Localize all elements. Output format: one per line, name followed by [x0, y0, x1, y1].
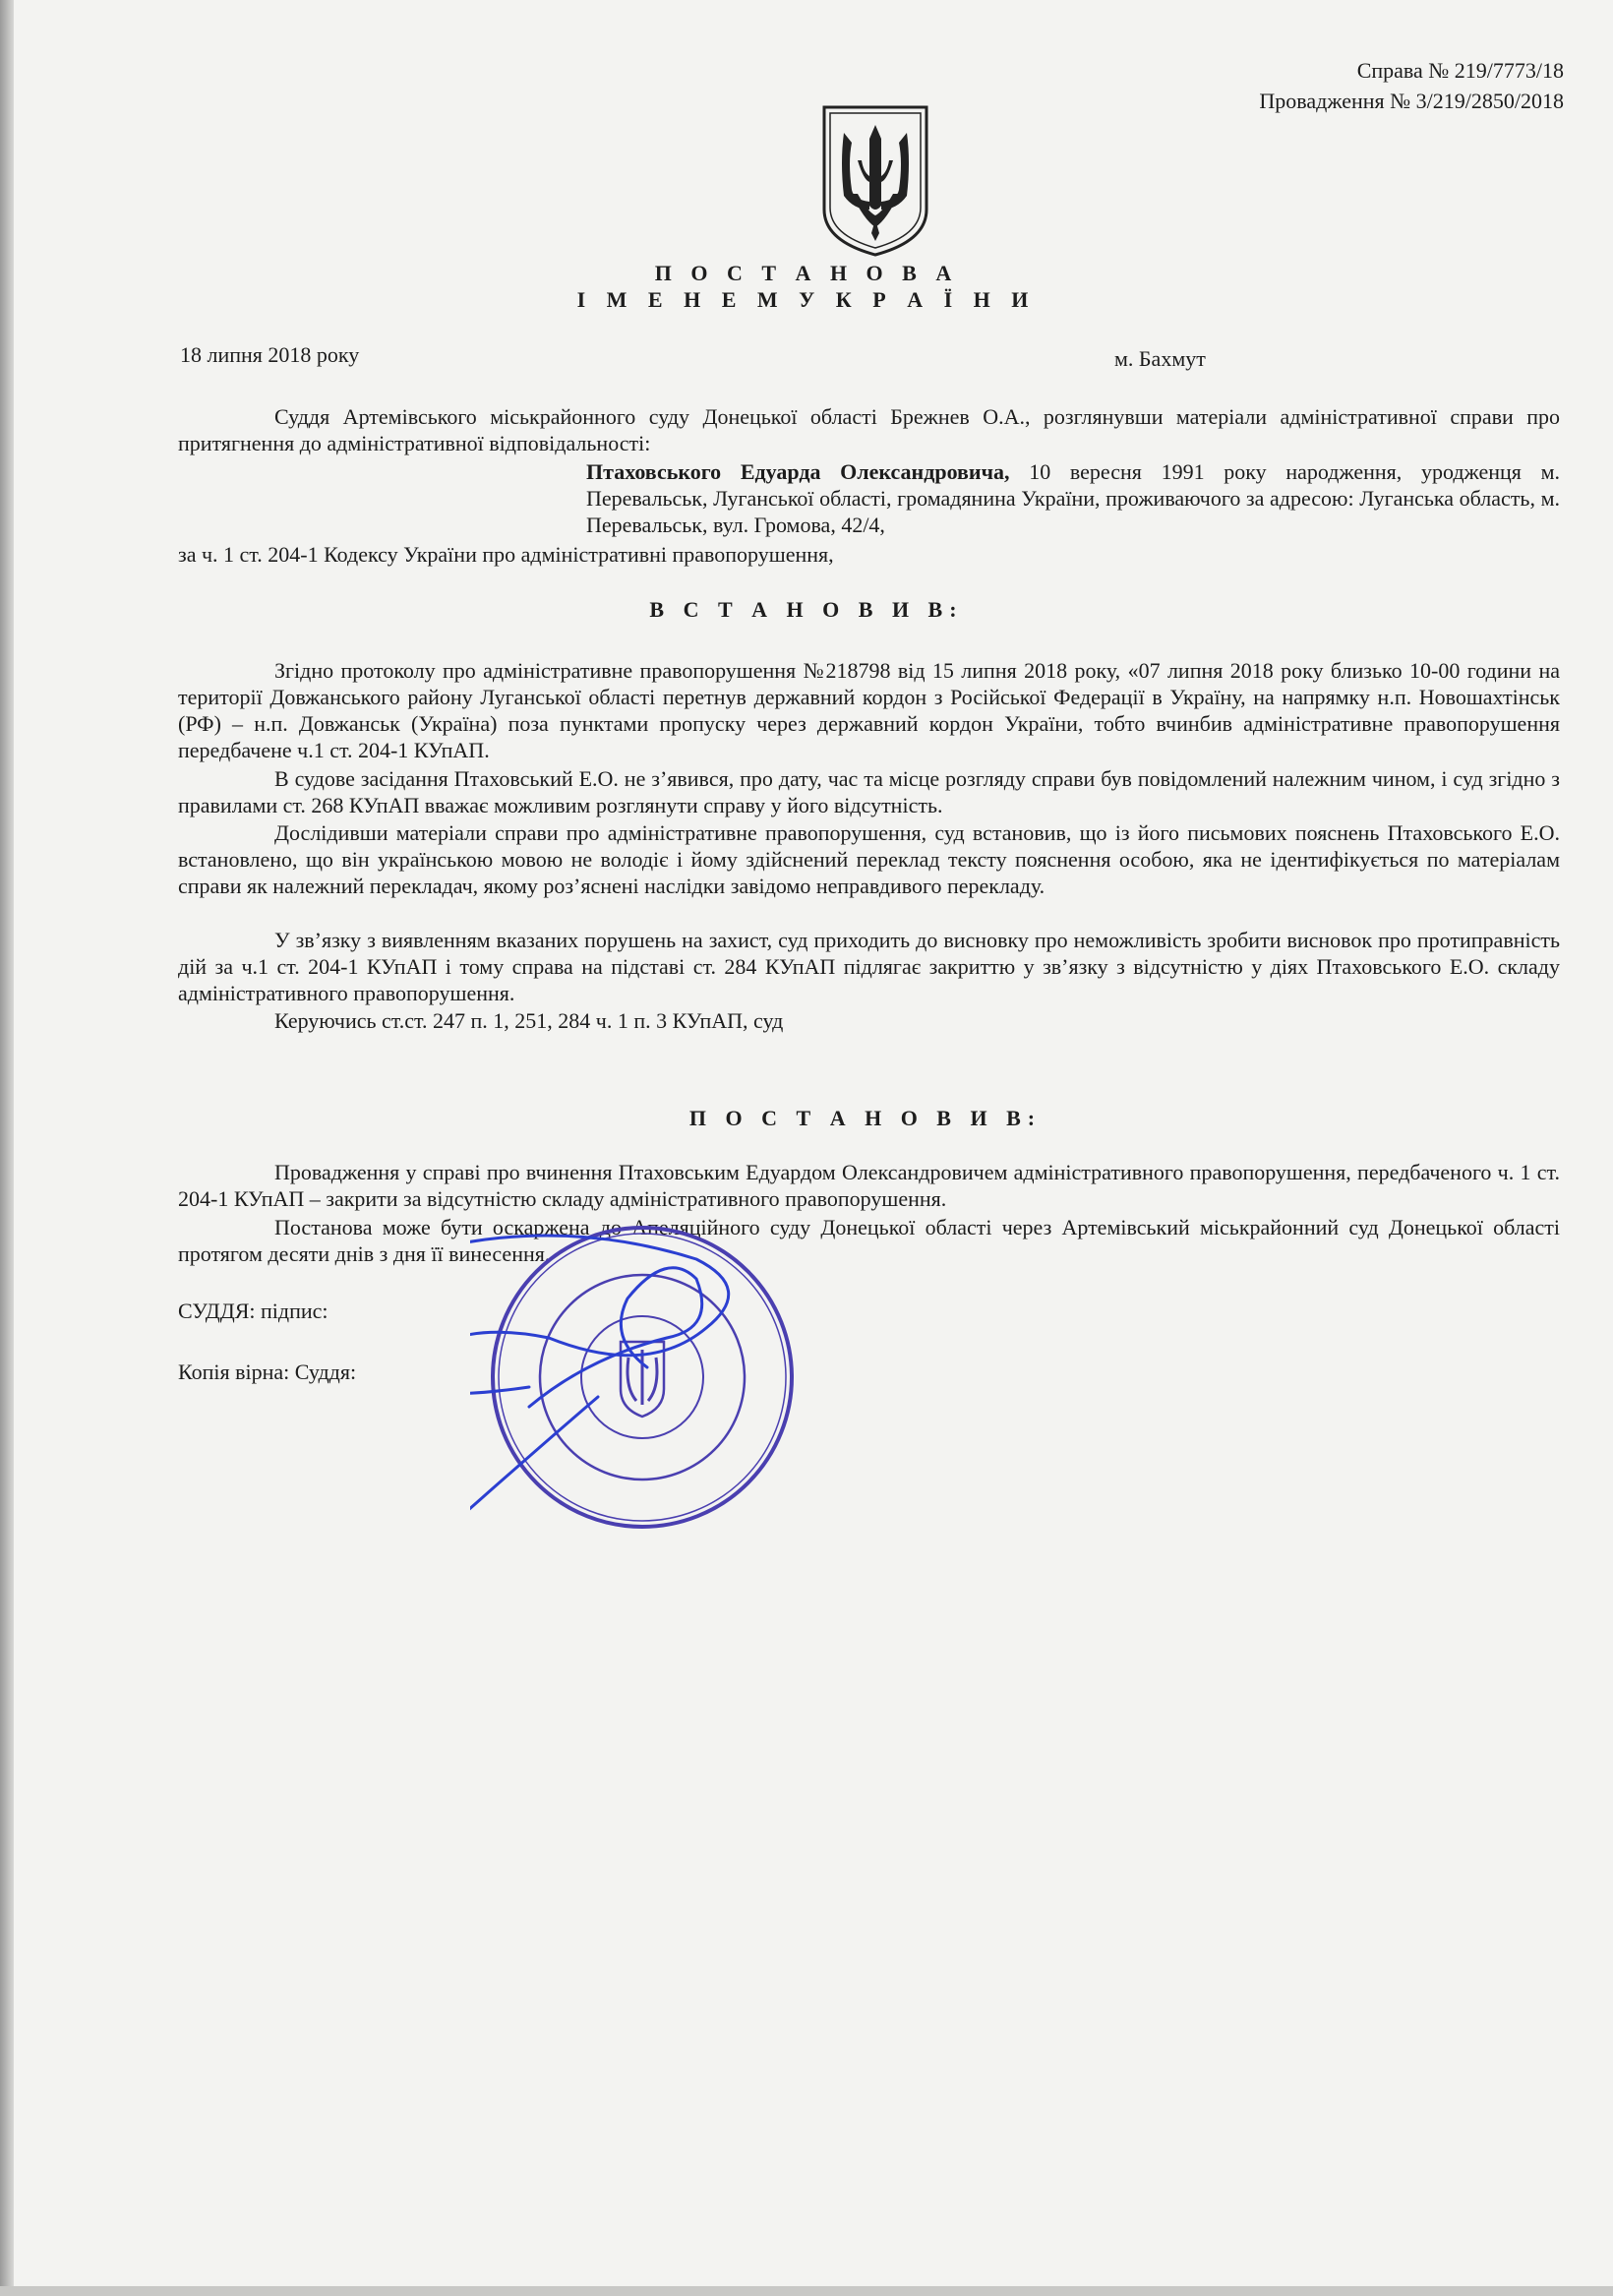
- judge-signature-label: СУДДЯ: підпис:: [178, 1299, 329, 1323]
- person-name: Птаховського Едуарда Олександровича,: [586, 459, 1010, 484]
- document-title: П О С Т А Н О В А: [654, 261, 959, 285]
- document-city: м. Бахмут: [1114, 346, 1206, 371]
- document-date: 18 липня 2018 року: [180, 342, 360, 367]
- intro-paragraph: Суддя Артемівського міськрайонного суду Донецької області Брежнев О.А., розглянувши матеріали адміністративної справи про притягнення до адміністративної відповідальності:: [178, 404, 1560, 455]
- trident-coat-of-arms-icon: [818, 103, 932, 259]
- article-line: за ч. 1 ст. 204-1 Кодексу України про адміністративні правопорушення,: [178, 542, 834, 567]
- copy-certified-label: Копія вірна: Суддя:: [178, 1359, 357, 1384]
- section-heading-established: В С Т А Н О В И В:: [649, 597, 964, 622]
- person-paragraph: [586, 458, 1560, 538]
- established-paragraph-3: Дослідивши матеріали справи про адміністративне правопорушення, суд встановив, що із його письмових пояснень Птаховського Е.О. встановлено, що він українською мовою не володіє і йому здійснений переклад тексту пояснення особою, яка не ідентифікується по матеріалам справи як належний перекладач, якому роз’яснені наслідки завідомо неправдивого перекладу.: [178, 820, 1560, 898]
- proceeding-number: Провадження № 3/219/2850/2018: [1259, 89, 1564, 113]
- court-seal-stamp: [470, 1220, 824, 1544]
- established-paragraph-1: Згідно протоколу про адміністративне правопорушення №218798 від 15 липня 2018 року, «07 липня 2018 року близько 10-00 години на території Довжанського району Луганської області перетнув державний кордон з Російської Федерації в Україну, на напрямку н.п. Новошахтінськ (РФ) – н.п. Довжанськ (Україна) поза пунктами пропуску через державний кордон України, тобто вчинбив адміністративне правопорушення передбачене ч.1 ст. 204-1 КУпАП.: [178, 658, 1560, 762]
- bleed-through-text: [216, 313, 1377, 338]
- established-paragraph-5: Керуючись ст.ст. 247 п. 1, 251, 284 ч. 1 п. 3 КУпАП, суд: [274, 1008, 784, 1033]
- person-details: 10 вересня 1991 року народження, уродженця м. Перевальськ, Луганської області, громадянина України, проживаючого за адресою: Луганська область, м. Перевальськ, вул. Громова, 42/4,: [586, 459, 1560, 537]
- case-numbers: [1259, 55, 1564, 116]
- case-number: Справа № 219/7773/18: [1356, 58, 1564, 83]
- section-heading-decided: П О С Т А Н О В И В:: [688, 1106, 1043, 1130]
- established-paragraph-2: В судове засідання Птаховський Е.О. не з’явився, про дату, час та місце розгляду справи був повідомлений належним чином, і суд згідно з правилами ст. 268 КУпАП вважає можливим розглянути справу у його відсутність.: [178, 766, 1560, 817]
- decision-paragraph-2: Постанова може бути оскаржена до Апеляційного суду Донецької області через Артемівський міськрайонний суд Донецької області протягом десяти днів з дня її винесення.: [178, 1215, 1560, 1266]
- established-paragraph-4: У зв’язку з виявленням вказаних порушень на захист, суд приходить до висновку про неможливість зробити висновок про протиправність дій за ч.1 ст. 204-1 КУпАП і тому справа на підставі ст. 284 КУпАП підлягає закриттю у зв’язку з відсутністю у діях Птаховського Е.О. складу адміністративного правопорушення.: [178, 928, 1560, 1005]
- document-subtitle: І М Е Н Е М У К Р А Ї Н И: [576, 287, 1037, 312]
- decision-paragraph-1: Провадження у справі про вчинення Птаховським Едуардом Олександровичем адміністративного правопорушення, передбаченого ч. 1 ст. 204-1 КУпАП – закрити за відсутністю складу адміністративного правопорушення.: [178, 1160, 1560, 1211]
